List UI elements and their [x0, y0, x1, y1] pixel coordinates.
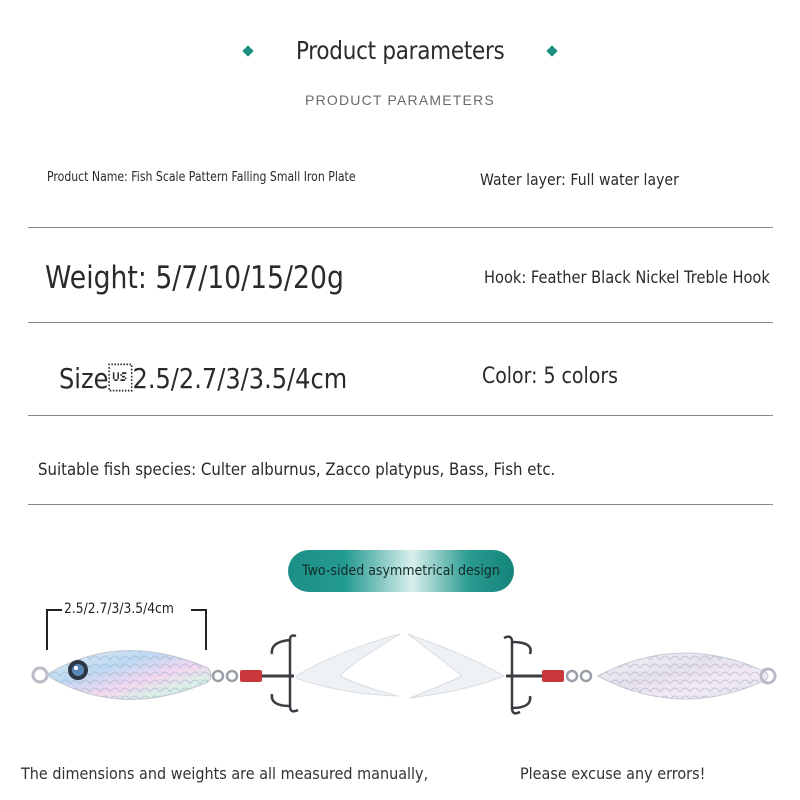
footer-note-left: The dimensions and weights are all measured manually, — [21, 764, 429, 783]
fish-species: Suitable fish species: Culter alburnus, Zacco platypus, Bass, Fish etc. — [38, 460, 556, 480]
water-layer: Water layer: Full water layer — [480, 170, 679, 189]
divider-4 — [28, 504, 773, 505]
divider-1 — [28, 227, 773, 228]
section-title — [0, 36, 800, 65]
title-text: Product parameters — [295, 36, 505, 65]
product-name: Product Name: Fish Scale Pattern Falling Small Iron Plate — [47, 170, 356, 185]
divider-3 — [28, 415, 773, 416]
diamond-right-icon — [546, 45, 557, 56]
lure-illustration — [0, 620, 800, 730]
left-lure-icon — [33, 634, 400, 711]
dimension-label: 2.5/2.7/3/3.5/4cm — [64, 601, 174, 617]
design-badge-label: Two-sided asymmetrical design — [302, 563, 500, 579]
size-spec: Size 2.5/2.7/3/3.5/4cm — [59, 362, 348, 395]
section-subtitle: PRODUCT PARAMETERS — [305, 92, 495, 108]
divider-2 — [28, 322, 773, 323]
design-badge — [288, 550, 514, 592]
color-spec: Color: 5 colors — [482, 364, 618, 389]
footer-note-right: Please excuse any errors! — [520, 764, 706, 783]
diamond-left-icon — [243, 45, 254, 56]
right-lure-icon — [408, 634, 775, 713]
weight-spec: Weight: 5/7/10/15/20g — [45, 260, 344, 296]
hook-spec: Hook: Feather Black Nickel Treble Hook — [484, 268, 770, 288]
